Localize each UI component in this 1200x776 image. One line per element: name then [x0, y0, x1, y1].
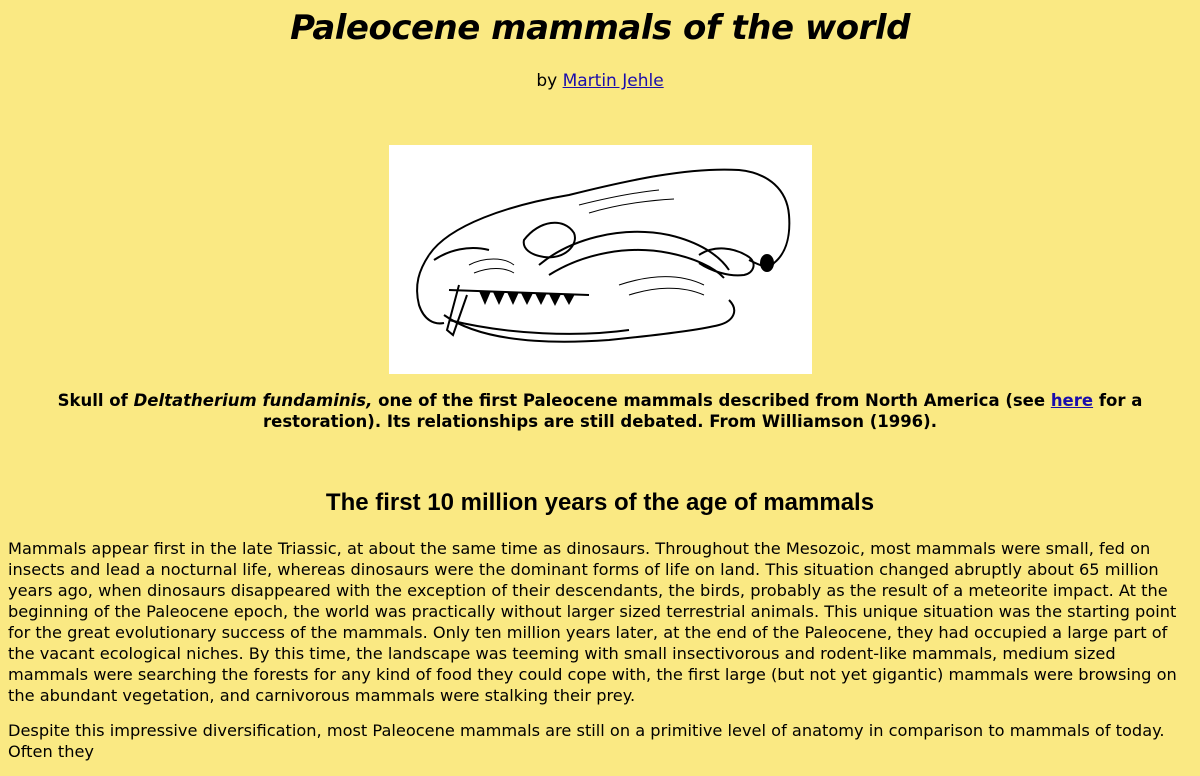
skull-figure [389, 145, 812, 374]
page-title: Paleocene mammals of the world [290, 8, 910, 48]
author-link[interactable]: Martin Jehle [562, 71, 664, 91]
byline-prefix: by [536, 71, 558, 91]
figure-caption [8, 390, 1192, 432]
caption-species: Deltatherium fundaminis, [133, 391, 373, 410]
caption-suffix: for a restoration). Its relationships are still debated. From Williamson (1996). [263, 391, 1143, 431]
section-heading: The first 10 million years of the age of mammals [325, 489, 875, 516]
byline [0, 71, 1200, 91]
article-body [8, 538, 1184, 776]
caption-middle: one of the first Paleocene mammals described from North America (see [378, 391, 1046, 410]
skull-drawing-icon [389, 145, 812, 374]
paragraph: Despite this impressive diversification, most Paleocene mammals are still on a primitive level of anatomy in comparison to mammals of today. Often they [8, 721, 1165, 761]
paragraph: Mammals appear first in the late Triassic, at about the same time as dinosaurs. Throughout the Mesozoic, most mammals were small, fed on insects and lead a nocturnal life, whereas dinosaurs were the dominant forms of life on land. This situation changed abruptly about 65 million years ago, when dinosaurs disappeared with the exception of their descendants, the birds, probably as the result of a meteorite impact. At the beginning of the Paleocene epoch, the world was practically without larger sized terrestrial animals. This unique situation was the starting point for the great evolutionary success of the mammals. Only ten million years later, at the end of the Paleocene, they had occupied a large part of the vacant ecological niches. By this time, the landscape was teeming with small insectivorous and rodent-like mammals, medium sized mammals were searching the forests for any kind of food they could cope with, the first large (but not yet gigantic) mammals were browsing on the abundant vegetation, and carnivorous mammals were stalking their prey. [8, 539, 1177, 705]
restoration-link[interactable]: here [1050, 391, 1094, 410]
caption-prefix: Skull of [57, 391, 128, 410]
